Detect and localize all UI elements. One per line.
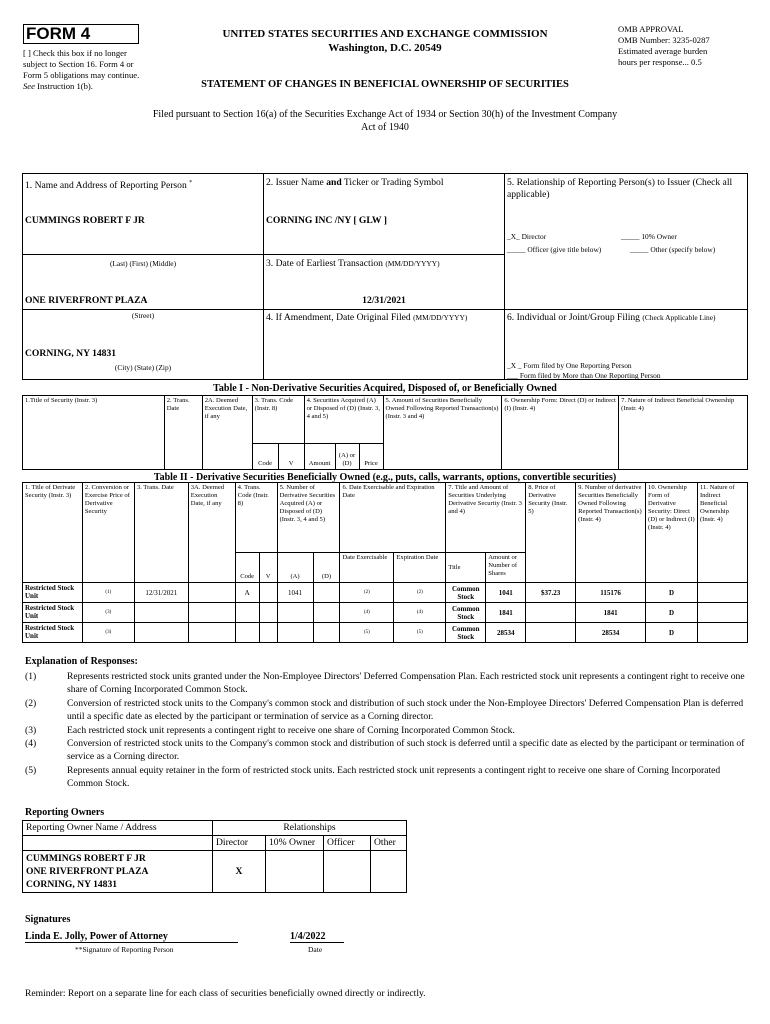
form-title: FORM 4 — [23, 24, 139, 44]
t2-h10: 10. Ownership Form of Derivative Security: Direct (D) or Indirect (I) (Instr. 4) — [646, 483, 698, 583]
t2-h1: 1. Title of Derivate Security (Instr. 3) — [23, 483, 83, 583]
box3-earliest-transaction — [263, 254, 505, 310]
box1-label — [25, 177, 192, 192]
box2-label-pre: 2. Issuer Name — [266, 177, 327, 188]
t2-sub-amount: Amount or Number of Shares — [486, 553, 526, 583]
t2-sub-d: (D) — [313, 553, 340, 583]
box4-label-text: 4. If Amendment, Date Original Filed — [266, 312, 411, 323]
table-row — [23, 603, 748, 623]
reporting-person-city: CORNING, NY 14831 — [25, 348, 117, 359]
col-owner-name: Reporting Owner Name / Address — [23, 821, 213, 836]
omb-line: OMB APPROVAL — [618, 24, 684, 34]
box5-label: 5. Relationship of Reporting Person(s) to Issuer (Check all applicable) — [507, 177, 733, 200]
row-deriv-price — [526, 623, 576, 643]
row-date: 12/31/2021 — [134, 583, 188, 603]
row-title: Restricted Stock Unit — [23, 603, 83, 623]
t2-sub-v: V — [259, 553, 277, 583]
owner-name: CUMMINGS ROBERT F JR — [26, 853, 146, 864]
t1-h3: 3. Trans. Code (Instr. 8) — [252, 396, 304, 444]
row-d — [313, 623, 340, 643]
row-owned: 28534 — [576, 623, 646, 643]
explanation-text: Conversion of restricted stock units to the Company's common stock and distribution of such stock is deferred until a specific date as elected by the participant or termination of service as a Corning director. — [67, 738, 745, 762]
col-other: Other — [371, 836, 407, 851]
table1 — [22, 395, 748, 470]
t1-h6: 6. Ownership Form: Direct (D) or Indirect (I) (Instr. 4) — [502, 396, 619, 470]
row-form: D — [646, 583, 698, 603]
row-d — [313, 603, 340, 623]
col-officer: Officer — [324, 836, 371, 851]
omb-line: OMB Number: 3235-0287 — [618, 35, 710, 45]
omb-approval — [618, 24, 758, 68]
box2-label — [266, 177, 444, 189]
t2-sub-title: Title — [446, 553, 486, 583]
row-d — [313, 583, 340, 603]
t1-sub-v: V — [278, 444, 304, 470]
row-date — [134, 603, 188, 623]
row-nature — [697, 583, 747, 603]
owner-10pct-value — [266, 851, 324, 893]
earliest-transaction-date: 12/31/2021 — [362, 295, 406, 306]
row-price: (3) — [82, 623, 134, 643]
filing-one-person: _X _ Form filed by One Reporting Person — [507, 361, 632, 370]
row-deriv-price — [526, 603, 576, 623]
explanation-text: Conversion of restricted stock units to the Company's common stock and distribution of such stock under the Non-Employee Directors' Deferred Compensation Plan is deferred until a specific date as elected by the participant or termination of service as a Corning director. — [67, 698, 744, 722]
row-date-ex: (2) — [340, 583, 394, 603]
box2-label-and: and — [326, 177, 342, 188]
box5-relationship — [504, 173, 748, 310]
col-relationships: Relationships — [213, 821, 407, 836]
row-date-ex: (4) — [340, 603, 394, 623]
row-deemed — [188, 583, 235, 603]
agency-name: UNITED STATES SECURITIES AND EXCHANGE COMMISSION — [222, 28, 548, 40]
box6-label — [507, 312, 745, 324]
t2-sub-a: (A) — [277, 553, 313, 583]
blank-cell — [23, 836, 213, 851]
explanation-num: (1) — [25, 671, 37, 682]
checkbox-see: See — [23, 81, 35, 91]
box1-city — [22, 309, 264, 380]
box6-filing — [504, 309, 748, 380]
checkbox-text: [ ] Check this box if no longer subject to Section 16. Form 4 or Form 5 obligations may continue. — [23, 48, 140, 80]
filing-more-persons: ___ Form filed by More than One Reporting Person — [507, 371, 661, 380]
signature-date: 1/4/2022 — [290, 931, 344, 943]
row-exp: (5) — [394, 623, 446, 643]
box4-hint: (MM/DD/YYYY) — [413, 313, 468, 322]
omb-line: hours per response... 0.5 — [618, 57, 702, 67]
table2-caption: Table II - Derivative Securities Beneficially Owned (e.g., puts, calls, warrants, options, convertible securities) — [153, 472, 617, 483]
box1-street — [22, 254, 264, 310]
t2-h8: 8. Price of Derivative Security (Instr. 5) — [526, 483, 576, 583]
row-owned: 1841 — [576, 603, 646, 623]
row-deemed — [188, 623, 235, 643]
owner-other-value — [371, 851, 407, 893]
box1-name — [22, 173, 264, 255]
t1-sub-amount: Amount — [304, 444, 335, 470]
t2-h3: 3. Trans. Date — [134, 483, 188, 583]
explanation-item — [25, 724, 745, 737]
row-nature — [697, 603, 747, 623]
row-und-title: Common Stock — [446, 623, 486, 643]
explanation-item — [25, 737, 745, 763]
owner-director-value: X — [213, 851, 266, 893]
table-row — [23, 623, 748, 643]
box3-label — [266, 258, 440, 270]
city-hint: (City) (State) (Zip) — [114, 363, 172, 372]
street-hint: (Street) — [131, 311, 155, 320]
row-v — [259, 603, 277, 623]
owner-officer-value — [324, 851, 371, 893]
row-v — [259, 623, 277, 643]
t2-h11: 11. Nature of Indirect Beneficial Ownership (Instr. 4) — [697, 483, 747, 583]
t2-h7: 7. Title and Amount of Securities Underlying Derivative Security (Instr. 3 and 4) — [446, 483, 526, 553]
filed-pursuant-text: Filed pursuant to Section 16(a) of the Securities Exchange Act of 1934 or Section 30(h) of the Investment Company Act of 1940 — [152, 109, 618, 133]
t1-h7: 7. Nature of Indirect Beneficial Ownership (Instr. 4) — [619, 396, 748, 470]
t1-h5: 5. Amount of Securities Beneficially Owned Following Reported Transaction(s) (Instr. 3 and 4) — [383, 396, 502, 470]
col-10pct-owner: 10% Owner — [266, 836, 324, 851]
reporting-owners-title: Reporting Owners — [25, 807, 105, 818]
row-deriv-price: $37.23 — [526, 583, 576, 603]
row-und-amt: 1841 — [486, 603, 526, 623]
row-form: D — [646, 603, 698, 623]
owner-row — [23, 851, 407, 893]
signatures-title: Signatures — [25, 914, 71, 925]
owner-name-address — [23, 851, 213, 893]
row-nature — [697, 623, 747, 643]
row-exp: (2) — [394, 583, 446, 603]
row-date-ex: (5) — [340, 623, 394, 643]
box3-hint: (MM/DD/YYYY) — [385, 259, 440, 268]
reporting-person-street: ONE RIVERFRONT PLAZA — [25, 295, 148, 306]
table-row — [23, 583, 748, 603]
omb-line: Estimated average burden — [618, 46, 708, 56]
row-a — [277, 623, 313, 643]
t1-h1: 1.Title of Security (Instr. 3) — [23, 396, 165, 470]
row-exp: (4) — [394, 603, 446, 623]
t1-sub-code: Code — [252, 444, 278, 470]
row-code — [235, 623, 259, 643]
statement-title: STATEMENT OF CHANGES IN BENEFICIAL OWNERSHIP OF SECURITIES — [201, 79, 569, 90]
col-director: Director — [213, 836, 266, 851]
row-a — [277, 603, 313, 623]
other-check: _____ Other (specify below) — [630, 245, 716, 254]
table2 — [22, 482, 748, 643]
name-hint: (Last) (First) (Middle) — [109, 259, 177, 268]
box2-label-post: Ticker or Trading Symbol — [341, 177, 444, 188]
explanation-title: Explanation of Responses: — [25, 656, 138, 667]
t2-h3a: 3A. Deemed Execution Date, if any — [188, 483, 235, 583]
agency-address: Washington, D.C. 20549 — [328, 42, 442, 54]
owner-check: _____ 10% Owner — [621, 232, 677, 241]
explanation-num: (5) — [25, 765, 37, 776]
t2-sub-exp: Expiration Date — [394, 553, 446, 583]
owner-city: CORNING, NY 14831 — [26, 879, 118, 890]
row-deemed — [188, 603, 235, 623]
box4-label — [266, 312, 467, 324]
explanation-text: Represents annual equity retainer in the form of restricted stock units. Each restricted stock unit represents a contingent right to receive one share of Corning Incorporated Common Stock. — [67, 765, 721, 789]
t1-h4: 4. Securities Acquired (A) or Disposed of (D) (Instr. 3, 4 and 5) — [304, 396, 383, 444]
box6-label-text: 6. Individual or Joint/Group Filing — [507, 312, 640, 323]
t2-h6: 6. Date Exercisable and Expiration Date — [340, 483, 446, 553]
agency-heading — [180, 27, 590, 55]
no-longer-subject-checkbox-text — [23, 48, 153, 92]
date-hint: Date — [308, 945, 323, 954]
row-code — [235, 603, 259, 623]
box4-amendment — [263, 309, 505, 380]
row-und-amt: 28534 — [486, 623, 526, 643]
explanation-num: (4) — [25, 738, 37, 749]
explanation-text: Each restricted stock unit represents a contingent right to receive one share of Corning Incorporated Common Stock. — [67, 725, 515, 736]
row-und-title: Common Stock — [446, 603, 486, 623]
box1-label-text: 1. Name and Address of Reporting Person — [25, 180, 187, 192]
officer-check: _____ Officer (give title below) — [507, 245, 602, 254]
t2-h2: 2. Conversion or Exercise Price of Derivative Security — [82, 483, 134, 583]
reporting-owners-table — [22, 820, 407, 893]
reporting-person-name: CUMMINGS ROBERT F JR — [25, 215, 145, 226]
row-und-title: Common Stock — [446, 583, 486, 603]
t1-h2a: 2A. Deemed Execution Date, if any — [202, 396, 252, 470]
row-und-amt: 1041 — [486, 583, 526, 603]
box6-hint: (Check Applicable Line) — [642, 313, 716, 322]
row-price: (1) — [82, 583, 134, 603]
director-check: _X_ Director — [507, 232, 547, 241]
box3-label-text: 3. Date of Earliest Transaction — [266, 258, 383, 269]
explanation-num: (2) — [25, 698, 37, 709]
t2-sub-date-ex: Date Exercisable — [340, 553, 394, 583]
t2-sub-code: Code — [235, 553, 259, 583]
row-code: A — [235, 583, 259, 603]
row-form: D — [646, 623, 698, 643]
explanation-text: Represents restricted stock units granted under the Non-Employee Directors' Deferred Compensation Plan. Each restricted stock unit represents a contingent right to receive one share of Corning Incorporated Common Stock. — [67, 671, 745, 695]
explanation-item — [25, 697, 745, 723]
checkbox-instruction: Instruction 1(b). — [37, 81, 93, 91]
row-date — [134, 623, 188, 643]
row-v — [259, 583, 277, 603]
row-price: (3) — [82, 603, 134, 623]
row-title: Restricted Stock Unit — [23, 583, 83, 603]
box1-marker: * — [189, 180, 193, 186]
explanation-item — [25, 764, 745, 790]
issuer-name: CORNING INC /NY [ GLW ] — [266, 215, 387, 226]
table1-caption: Table I - Non-Derivative Securities Acquired, Disposed of, or Beneficially Owned — [213, 383, 557, 394]
explanation-num: (3) — [25, 725, 37, 736]
t2-h9: 9. Number of derivative Securities Beneficially Owned Following Reported Transaction(s) (Instr. 4) — [576, 483, 646, 583]
t1-sub-aord: (A) or (D) — [335, 444, 359, 470]
t1-sub-price: Price — [359, 444, 383, 470]
row-a: 1041 — [277, 583, 313, 603]
row-owned: 115176 — [576, 583, 646, 603]
row-title: Restricted Stock Unit — [23, 623, 83, 643]
explanation-item — [25, 670, 745, 696]
reminder-text: Reminder: Report on a separate line for each class of securities beneficially owned directly or indirectly. — [25, 988, 426, 999]
signature-name: Linda E. Jolly, Power of Attorney — [25, 931, 238, 943]
signature-hint: **Signature of Reporting Person — [75, 945, 174, 954]
t2-h4: 4. Trans. Code (Instr. 8) — [235, 483, 277, 553]
owner-street: ONE RIVERFRONT PLAZA — [26, 866, 149, 877]
box2-issuer — [263, 173, 505, 255]
t1-h2: 2. Trans. Date — [164, 396, 202, 470]
t2-h5: 5. Number of Derivative Securities Acquired (A) or Disposed of (D) (Instr. 3, 4 and 5) — [277, 483, 340, 553]
